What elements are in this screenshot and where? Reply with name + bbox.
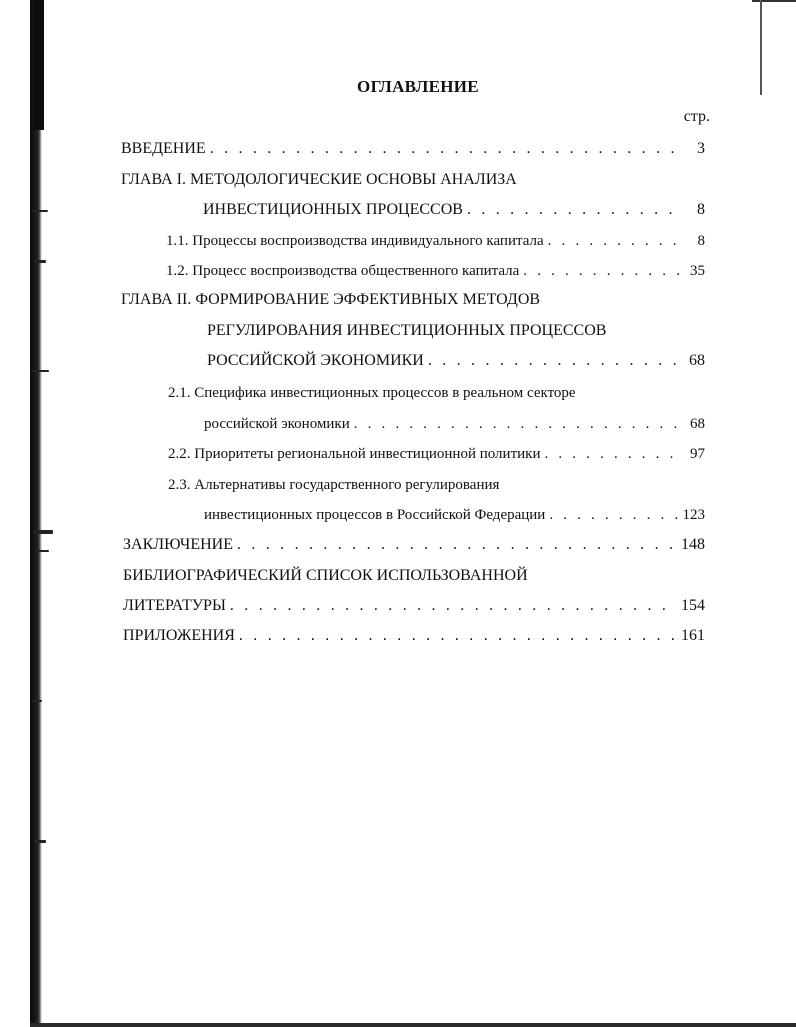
scan-edge-left-top — [34, 0, 44, 130]
toc-entry-label: ЗАКЛЮЧЕНИЕ — [123, 536, 233, 553]
dot-leader — [354, 414, 679, 434]
toc-entry-label: ЛИТЕРАТУРЫ — [123, 597, 226, 614]
toc-section-2-1-heading[interactable]: 2.1. Специфика инвестиционных процессов в реальном секторе — [168, 385, 576, 401]
dot-leader — [210, 139, 679, 159]
toc-page-number: 3 — [697, 140, 705, 157]
dot-leader — [237, 535, 677, 555]
dot-leader — [239, 626, 677, 646]
toc-entry-chapter1[interactable] — [203, 200, 705, 220]
dot-leader — [230, 596, 677, 616]
toc-section-1-1[interactable] — [166, 231, 705, 251]
toc-entry-bibliography[interactable] — [123, 596, 705, 616]
dot-leader — [549, 505, 678, 525]
scan-specks — [30, 200, 56, 850]
page-column-label: стр. — [683, 108, 710, 125]
toc-entry-chapter2[interactable] — [207, 351, 705, 371]
toc-entry-appendices[interactable] — [123, 626, 705, 646]
toc-entry-label: 1.2. Процесс воспроизводства общественного капитала — [166, 263, 520, 279]
toc-page-number: 154 — [681, 597, 705, 614]
toc-entry-label: ИНВЕСТИЦИОННЫХ ПРОЦЕССОВ — [203, 201, 463, 218]
toc-bibliography-heading[interactable]: БИБЛИОГРАФИЧЕСКИЙ СПИСОК ИСПОЛЬЗОВАННОЙ — [123, 567, 528, 584]
toc-section-2-3-heading[interactable]: 2.3. Альтернативы государственного регулирования — [168, 477, 500, 493]
dot-leader — [523, 261, 679, 281]
scan-edge-top-right — [752, 0, 796, 2]
toc-page-number: 8 — [697, 201, 705, 218]
toc-page-number: 123 — [682, 507, 705, 523]
toc-entry-intro[interactable] — [121, 139, 705, 159]
toc-page-number: 68 — [689, 352, 705, 369]
scan-edge-bottom — [30, 1023, 796, 1027]
toc-chapter2-heading[interactable]: ГЛАВА II. ФОРМИРОВАНИЕ ЭФФЕКТИВНЫХ МЕТОДОВ — [121, 291, 541, 308]
toc-section-2-3[interactable] — [204, 505, 705, 525]
toc-section-1-2[interactable] — [166, 261, 705, 281]
dot-leader — [544, 444, 679, 464]
toc-section-2-2[interactable] — [168, 444, 705, 464]
dot-leader — [467, 200, 679, 220]
toc-entry-conclusion[interactable] — [123, 535, 705, 555]
toc-page-number: 161 — [681, 627, 705, 644]
dot-leader — [428, 351, 679, 371]
toc-entry-label: инвестиционных процессов в Российской Федерации — [204, 507, 546, 523]
toc-page-number: 97 — [690, 446, 705, 462]
toc-entry-label: РОССИЙСКОЙ ЭКОНОМИКИ — [207, 352, 424, 369]
toc-page-number: 8 — [697, 233, 705, 249]
toc-page-number: 68 — [690, 416, 705, 432]
toc-chapter2-heading-line2: РЕГУЛИРОВАНИЯ ИНВЕСТИЦИОННЫХ ПРОЦЕССОВ — [207, 322, 607, 339]
toc-entry-label: 1.1. Процессы воспроизводства индивидуального капитала — [166, 233, 544, 249]
toc-page-number: 35 — [690, 263, 705, 279]
dot-leader — [548, 231, 679, 251]
document-title: ОГЛАВЛЕНИЕ — [357, 77, 479, 96]
toc-entry-label: 2.2. Приоритеты региональной инвестиционной политики — [168, 446, 541, 462]
toc-entry-label: российской экономики — [204, 416, 350, 432]
toc-entry-label: ВВЕДЕНИЕ — [121, 140, 206, 157]
toc-page-number: 148 — [681, 536, 705, 553]
toc-section-2-1[interactable] — [204, 414, 705, 434]
toc-entry-label: ПРИЛОЖЕНИЯ — [123, 627, 235, 644]
toc-chapter1-heading[interactable]: ГЛАВА I. МЕТОДОЛОГИЧЕСКИЕ ОСНОВЫ АНАЛИЗА — [121, 171, 517, 188]
